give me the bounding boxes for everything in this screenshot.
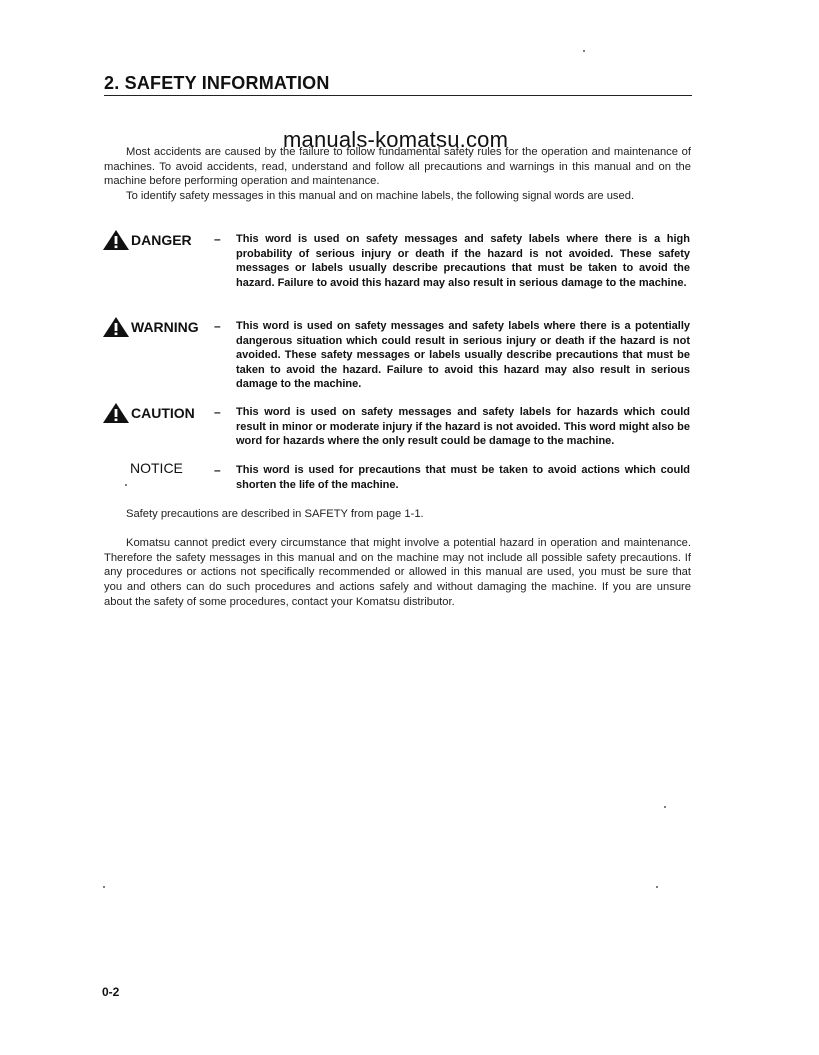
scan-speck: [103, 886, 105, 888]
warning-triangle-icon: [102, 316, 130, 338]
warning-label: [102, 316, 199, 338]
caution-word: CAUTION: [131, 405, 195, 421]
closing-paragraph-text: Komatsu cannot predict every circumstance that might involve a potential hazard in operation and maintenance. Therefore the safety messages in this manual and on the machine may not include all possible safety precautions. If any procedures or actions not specifically recommended or allowed in this manual are used, you must be sure that you and others can do such procedures and actions safely and without damaging the machine. If you are unsure about the safety of some procedures, contact your Komatsu distributor.: [104, 537, 691, 608]
intro-paragraph-text: Most accidents are caused by the failure to follow fundamental safety rules for the operation and maintenance of machines. To avoid accidents, read, understand and follow all precautions and warnings in this manual and on the machine before performing operation and maintenance.: [104, 146, 691, 188]
signal-intro-text: To identify safety messages in this manual and on machine labels, the following signal words are used.: [126, 190, 635, 202]
heading-underline: [104, 95, 692, 96]
intro-paragraph: [104, 145, 691, 189]
warning-dash: –: [214, 319, 221, 333]
warning-description: This word is used on safety messages and safety labels where there is a potentially dangerous situation which could result in serious injury or death if the hazard is not avoided. These safety messages or labels usually describe precautions that must be taken to avoid the hazard. Failure to avoid this hazard may also result in serious damage to the machine.: [236, 320, 690, 391]
scan-speck: [656, 886, 658, 888]
caution-label: [102, 402, 195, 424]
notice-label: [102, 460, 183, 476]
danger-word: DANGER: [131, 232, 192, 248]
signal-intro-paragraph: [104, 189, 691, 204]
scan-speck: [583, 50, 585, 52]
warning-triangle-icon: [102, 229, 130, 251]
section-heading: 2. SAFETY INFORMATION: [104, 73, 330, 93]
danger-label: [102, 229, 192, 251]
notice-word: NOTICE: [130, 460, 183, 476]
closing-paragraph: [104, 536, 691, 610]
warning-triangle-icon: [102, 402, 130, 424]
danger-description: This word is used on safety messages and safety labels where there is a high probability of serious injury or death if the hazard is not avoided. These safety messages or labels usually describe precautions that must be taken to avoid the hazard. Failure to avoid this hazard may also result in serious damage to the machine.: [236, 233, 690, 289]
scan-speck: [664, 806, 666, 808]
danger-dash: –: [214, 232, 221, 246]
page-number: 0-2: [102, 985, 120, 999]
notice-description: This word is used for precautions that must be taken to avoid actions which could shorten the life of the machine.: [236, 464, 690, 491]
section-heading-block: [104, 72, 692, 94]
watermark: manuals-komatsu.com: [283, 127, 509, 152]
warning-word: WARNING: [131, 319, 199, 335]
caution-dash: –: [214, 405, 221, 419]
caution-description: This word is used on safety messages and safety labels for hazards which could result in minor or moderate injury if the hazard is not avoided. This word might also be word for hazards where the only result could be damage to the machine.: [236, 406, 690, 448]
safety-reference-text: Safety precautions are described in SAFETY from page 1-1.: [126, 508, 424, 520]
notice-dash: –: [214, 463, 221, 477]
scan-speck: [125, 484, 127, 486]
safety-reference: [104, 507, 691, 522]
